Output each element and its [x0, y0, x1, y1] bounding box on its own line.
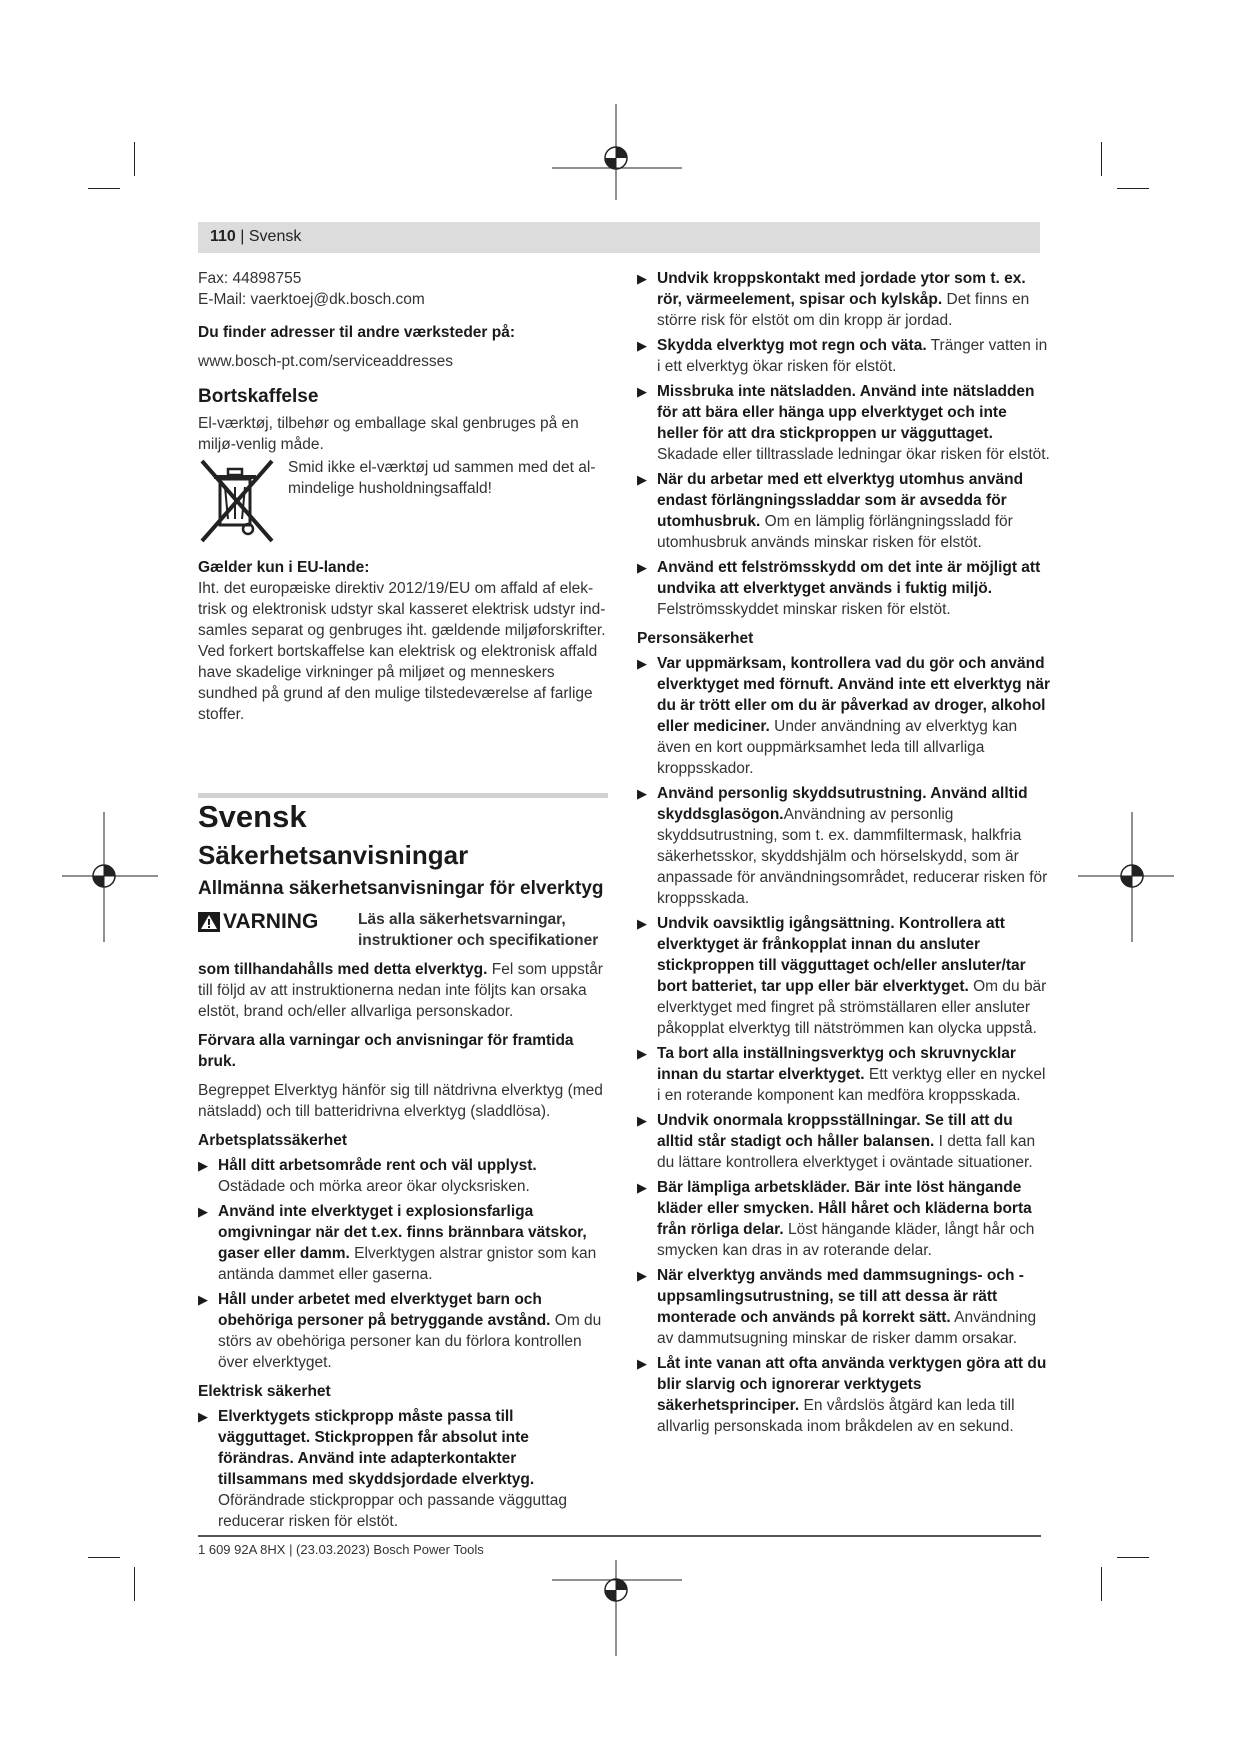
triangle-right-icon: ▶ [637, 916, 647, 931]
item-text: En vårdslös åtgärd kan leda till allvarlig personskada inom bråkdelen av en sekund. [657, 1397, 1015, 1435]
footer-text: 1 609 92A 8HX | (23.03.2023) Bosch Power Tools [198, 1542, 484, 1557]
item-text: Felströmsskyddet minskar risken för elstöt. [657, 601, 951, 618]
triangle-right-icon: ▶ [637, 384, 647, 399]
triangle-right-icon: ▶ [637, 1268, 647, 1283]
crop-mark [88, 1557, 120, 1558]
footer-divider [198, 1535, 1041, 1537]
safety-title: Säkerhetsanvisningar [198, 840, 469, 870]
triangle-right-icon: ▶ [198, 1292, 208, 1307]
bin-text: Smid ikke el-værktøj ud sammen med det al-mindelige husholdningsaffald! [288, 459, 596, 497]
item-text: Om en lämplig förlängningssladd för utomhusbruk används minskar risken för elstöt. [657, 513, 1013, 551]
item-text: Löst hängande kläder, långt hår och smycken kan dras in av roterande delar. [657, 1221, 1035, 1259]
disposal-heading: Bortskaffelse [198, 386, 319, 407]
registration-mark-icon [552, 104, 682, 200]
triangle-right-icon: ▶ [637, 656, 647, 671]
item-text: Det finns en större risk för elstöt om din kropp är jordad. [657, 291, 1030, 329]
warning-triangle-icon [198, 912, 220, 932]
electrical-list-left [198, 1406, 608, 1532]
list-item [637, 381, 1052, 465]
item-bold: Ta bort alla inställningsverktyg och skruvnycklar innan du startar elverktyget. [657, 1045, 1016, 1083]
crop-mark [1101, 1567, 1102, 1601]
triangle-right-icon: ▶ [637, 271, 647, 286]
list-item [637, 268, 1052, 331]
list-item [637, 783, 1052, 909]
item-text: Om du störs av obehöriga personer kan du förlora kontrollen över elverktyget. [218, 1312, 602, 1371]
item-text: Skadade eller tilltrasslade ledningar ökar risken för elstöt. [657, 446, 1050, 463]
bin-notice [198, 457, 608, 545]
page-header-text [210, 228, 301, 246]
triangle-right-icon: ▶ [637, 1113, 647, 1128]
list-item [637, 1265, 1052, 1349]
triangle-right-icon: ▶ [637, 560, 647, 575]
general-title: Allmänna säkerhetsanvisningar för elverktyg [198, 878, 604, 899]
item-bold: Bär lämpliga arbetskläder. Bär inte löst hängande kläder eller smycken. Håll håret och kläderna borta från rörliga delar. [657, 1179, 1032, 1238]
page-number: 110 [210, 228, 236, 245]
triangle-right-icon: ▶ [637, 338, 647, 353]
list-item [198, 1155, 608, 1197]
workplace-list [198, 1155, 608, 1373]
electrical-heading: Elektrisk säkerhet [198, 1383, 331, 1400]
header-language: Svensk [248, 228, 302, 245]
addresses-url: www.bosch-pt.com/serviceaddresses [198, 353, 453, 370]
triangle-right-icon: ▶ [637, 1356, 647, 1371]
warning-continuation-bold: som tillhandahålls med detta elverktyg. [198, 961, 488, 978]
warning-block [198, 909, 608, 959]
header-separator: | [240, 228, 245, 245]
warning-label-text: VARNING [223, 910, 319, 933]
item-bold: Undvik kroppskontakt med jordade ytor som t. ex. rör, värmeelement, spisar och kylskåp. [657, 270, 1026, 308]
list-item [637, 1110, 1052, 1173]
crop-mark [1101, 142, 1102, 176]
item-text: Tränger vatten in i ett elverktyg ökar risken för elstöt. [657, 337, 1048, 375]
warning-continuation-text: Fel som uppstår till följd av att instruktionerna nedan inte följts kan orsaka elstöt, brand och/eller allvarliga personskador. [198, 961, 603, 1020]
triangle-right-icon: ▶ [198, 1204, 208, 1219]
registration-mark-icon [1078, 812, 1174, 942]
list-item [637, 1043, 1052, 1106]
item-bold: Missbruka inte nätsladden. Använd inte nätsladden för att bära eller hänga upp elverktyget och inte heller för att dra stickproppen ur vägguttaget. [657, 383, 1035, 442]
addresses-heading: Du finder adresser til andre værksteder på: [198, 324, 516, 341]
fax-line: Fax: 44898755 [198, 270, 302, 287]
item-text: Oförändrade stickproppar och passande vägguttag reducerar risken för elstöt. [218, 1492, 567, 1530]
warning-head: Läs alla säkerhetsvarningar, instruktioner och specifikationer [358, 911, 599, 949]
list-item [637, 913, 1052, 1039]
workplace-heading: Arbetsplatssäkerhet [198, 1132, 348, 1149]
item-bold: Håll ditt arbetsområde rent och väl upplyst. [218, 1157, 537, 1174]
crop-mark [134, 142, 135, 176]
triangle-right-icon: ▶ [637, 472, 647, 487]
item-bold: Använd personlig skyddsutrustning. Använd alltid skyddsglasögon. [657, 785, 1028, 823]
list-item [198, 1406, 608, 1532]
item-text: Ostädade och mörka areor ökar olycksrisken. [218, 1178, 530, 1195]
electrical-list-right [637, 268, 1052, 620]
right-column [637, 268, 1052, 1441]
triangle-right-icon: ▶ [198, 1158, 208, 1173]
crop-mark [88, 188, 120, 189]
triangle-right-icon: ▶ [198, 1409, 208, 1424]
personal-heading: Personsäkerhet [637, 630, 754, 647]
item-bold: När du arbetar med ett elverktyg utomhus använd endast förlängningssladdar som är avsedda för utomhusbruk. [657, 471, 1024, 530]
triangle-right-icon: ▶ [637, 1046, 647, 1061]
crop-mark [1117, 188, 1149, 189]
left-column [198, 268, 608, 1536]
list-item [198, 1201, 608, 1285]
triangle-right-icon: ▶ [637, 1180, 647, 1195]
term-text: Begreppet Elverktyg hänför sig till nätdrivna elverktyg (med nätsladd) och till batteridrivna elverktyg (sladdlösa). [198, 1082, 603, 1120]
item-bold: Håll under arbetet med elverktyget barn och obehöriga personer på betryggande avstånd. [218, 1291, 551, 1329]
item-bold: När elverktyg används med dammsugnings- och -uppsamlingsutrustning, se till att dessa är rätt monterade och används på korrekt sätt. [657, 1267, 1024, 1326]
item-text: Ett verktyg eller en nyckel i en roterande komponent kan medföra kroppsskada. [657, 1066, 1046, 1104]
triangle-right-icon: ▶ [637, 786, 647, 801]
registration-mark-icon [552, 1560, 682, 1656]
item-text: Om du bär elverktyget med fingret på strömställaren eller ansluter påkopplat elverktyg till nätströmmen kan olycka uppstå. [657, 978, 1047, 1037]
warning-label [198, 911, 318, 932]
personal-list [637, 653, 1052, 1437]
item-bold: Var uppmärksam, kontrollera vad du gör och använd elverktyget med förnuft. Använd inte ett elverktyg när du är trött eller om du är påverkad av droger, alkohol eller mediciner. [657, 655, 1051, 735]
item-text: Användning av personlig skyddsutrustning, som t. ex. dammfiltermask, halkfria säkerhetsskor, skyddshjälm och hörselskydd, som är anpassade för användningsområdet, reducerar risken för kroppsskada. [657, 806, 1048, 907]
list-item [637, 469, 1052, 553]
crop-mark [1117, 1557, 1149, 1558]
warning-continuation [198, 959, 608, 1022]
item-bold: Undvik onormala kroppsställningar. Se till att du alltid står stadigt och håller balansen. [657, 1112, 1013, 1150]
item-text: Under användning av elverktyg kan även en kort ouppmärksamhet leda till allvarliga kroppsskador. [657, 718, 1018, 777]
section-divider [198, 793, 608, 798]
item-bold: Elverktygets stickpropp måste passa till vägguttaget. Stickproppen får absolut inte förändras. Använd inte adapterkontakter tillsammans med skyddsjordade elverktyg. [218, 1408, 535, 1488]
item-bold: Undvik oavsiktlig igångsättning. Kontrollera att elverktyget är frånkopplat innan du ansluter stickproppen till vägguttaget och/eller ansluter/tar bort batteriet, tar upp eller bär elverktyget. [657, 915, 1026, 995]
crop-mark [134, 1567, 135, 1601]
list-item [637, 1353, 1052, 1437]
list-item [637, 335, 1052, 377]
item-text: Elverktygen alstrar gnistor som kan antända dammet eller gaserna. [218, 1245, 597, 1283]
crossed-out-wheelie-bin-icon [198, 457, 278, 545]
registration-mark-icon [62, 812, 158, 942]
list-item [637, 557, 1052, 620]
item-bold: Låt inte vanan att ofta använda verktygen göra att du blir slarvig och ignorerar verktygets säkerhetsprinciper. [657, 1355, 1047, 1414]
keep-instructions: Förvara alla varningar och anvisningar för framtida bruk. [198, 1032, 574, 1070]
item-bold: Använd inte elverktyget i explosionsfarliga omgivningar när det t.ex. finns brännbara vätskor, gaser eller damm. [218, 1203, 587, 1262]
eu-heading: Gælder kun i EU-lande: [198, 559, 370, 576]
item-bold: Skydda elverktyg mot regn och väta. [657, 337, 927, 354]
page-header [198, 222, 1040, 253]
list-item [198, 1289, 608, 1373]
eu-text: Iht. det europæiske direktiv 2012/19/EU om affald af elek-trisk og elektronisk udstyr skal kasseret elektrisk udstyr ind-samles separat og genbruges iht. gældende miljøforskrifter. Ved forkert bortskaffelse kan elektrisk og elektronisk affald have skadelige virkninger på miljøet og menneskers sundhed på grund af den mulige tilstedeværelse af farlige stoffer. [198, 580, 606, 723]
section-title: Svensk [198, 799, 307, 834]
list-item [637, 653, 1052, 779]
list-item [637, 1177, 1052, 1261]
item-text: I detta fall kan du lättare kontrollera elverktyget i oväntade situationer. [657, 1133, 1036, 1171]
disposal-text: El-værktøj, tilbehør og emballage skal genbruges på en miljø-venlig måde. [198, 415, 579, 453]
item-bold: Använd ett felströmsskydd om det inte är möjligt att undvika att elverktyget används i fuktig miljö. [657, 559, 1041, 597]
email-line: E-Mail: vaerktoej@dk.bosch.com [198, 291, 425, 308]
item-text: Användning av dammutsugning minskar de risker damm orsakar. [657, 1309, 1037, 1347]
